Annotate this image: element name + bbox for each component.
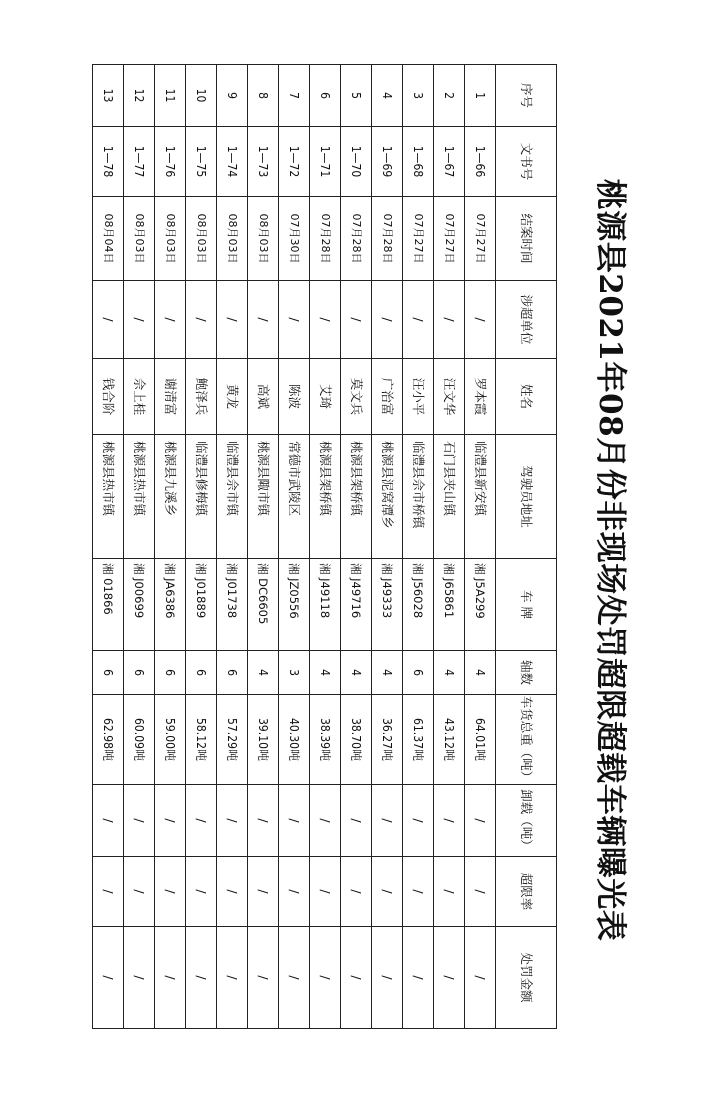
cell-unit: / (465, 281, 496, 359)
cell-plate: 湘 JA6386 (155, 559, 186, 651)
cell-address: 临澧县新安镇 (465, 435, 496, 559)
cell-rate: / (341, 857, 372, 927)
cell-no: 11 (155, 65, 186, 127)
cell-fine: / (465, 927, 496, 1029)
cell-address: 常德市武陵区 (279, 435, 310, 559)
table-header-row (496, 65, 557, 1029)
cell-axles: 6 (124, 651, 155, 695)
cell-date: 08月04日 (93, 197, 124, 281)
cell-doc: 1—71 (310, 127, 341, 197)
col-header-fine: 处罚金额 (496, 927, 557, 1029)
cell-unload: / (372, 785, 403, 857)
cell-date: 08月03日 (248, 197, 279, 281)
cell-name: 黄龙 (217, 359, 248, 435)
cell-address: 桃源县泥窝潭乡 (372, 435, 403, 559)
cell-no: 13 (93, 65, 124, 127)
cell-weight: 58.12吨 (186, 695, 217, 785)
cell-weight: 38.39吨 (310, 695, 341, 785)
table-row (465, 65, 496, 1029)
cell-name: 鲍泽兵 (186, 359, 217, 435)
cell-plate: 湘 J5A299 (465, 559, 496, 651)
cell-no: 2 (434, 65, 465, 127)
table-container (92, 64, 557, 1028)
cell-fine: / (434, 927, 465, 1029)
cell-fine: / (93, 927, 124, 1029)
cell-date: 08月03日 (155, 197, 186, 281)
cell-date: 07月28日 (310, 197, 341, 281)
cell-plate: 湘 01866 (93, 559, 124, 651)
cell-doc: 1—74 (217, 127, 248, 197)
col-header-weight: 车货总重（吨） (496, 695, 557, 785)
cell-date: 07月27日 (465, 197, 496, 281)
table-row (217, 65, 248, 1029)
cell-fine: / (279, 927, 310, 1029)
cell-weight: 60.09吨 (124, 695, 155, 785)
cell-axles: 6 (155, 651, 186, 695)
col-header-doc: 文书号 (496, 127, 557, 197)
cell-doc: 1—78 (93, 127, 124, 197)
cell-address: 临澧县佘市镇 (217, 435, 248, 559)
cell-fine: / (217, 927, 248, 1029)
cell-date: 07月30日 (279, 197, 310, 281)
cell-name: 高斌 (248, 359, 279, 435)
cell-unload: / (279, 785, 310, 857)
cell-doc: 1—66 (465, 127, 496, 197)
cell-date: 07月28日 (372, 197, 403, 281)
cell-unit: / (93, 281, 124, 359)
cell-axles: 4 (341, 651, 372, 695)
col-header-address: 驾驶员地址 (496, 435, 557, 559)
cell-no: 10 (186, 65, 217, 127)
cell-doc: 1—67 (434, 127, 465, 197)
cell-weight: 59.00吨 (155, 695, 186, 785)
col-header-name: 姓名 (496, 359, 557, 435)
cell-unload: / (403, 785, 434, 857)
col-header-date: 结案时间 (496, 197, 557, 281)
cell-doc: 1—69 (372, 127, 403, 197)
col-header-no: 序号 (496, 65, 557, 127)
cell-weight: 40.30吨 (279, 695, 310, 785)
cell-weight: 57.29吨 (217, 695, 248, 785)
cell-axles: 6 (186, 651, 217, 695)
cell-address: 桃源县热市镇 (93, 435, 124, 559)
cell-axles: 4 (434, 651, 465, 695)
cell-doc: 1—77 (124, 127, 155, 197)
cell-weight: 39.10吨 (248, 695, 279, 785)
table-row (248, 65, 279, 1029)
table-row (434, 65, 465, 1029)
cell-axles: 4 (372, 651, 403, 695)
cell-plate: 湘 JZ0556 (279, 559, 310, 651)
table-row (372, 65, 403, 1029)
cell-unload: / (465, 785, 496, 857)
cell-unload: / (248, 785, 279, 857)
cell-axles: 6 (217, 651, 248, 695)
cell-no: 6 (310, 65, 341, 127)
cell-rate: / (248, 857, 279, 927)
cell-axles: 4 (465, 651, 496, 695)
table-row (186, 65, 217, 1029)
cell-no: 3 (403, 65, 434, 127)
table-row (310, 65, 341, 1029)
cell-axles: 3 (279, 651, 310, 695)
cell-unit: / (155, 281, 186, 359)
col-header-unit: 涉超单位 (496, 281, 557, 359)
cell-unit: / (186, 281, 217, 359)
cell-name: 艾琦 (310, 359, 341, 435)
table-row (93, 65, 124, 1029)
cell-unit: / (372, 281, 403, 359)
cell-unload: / (310, 785, 341, 857)
cell-rate: / (403, 857, 434, 927)
cell-plate: 湘 J49333 (372, 559, 403, 651)
table-row (403, 65, 434, 1029)
cell-unload: / (434, 785, 465, 857)
cell-unload: / (155, 785, 186, 857)
cell-fine: / (248, 927, 279, 1029)
cell-plate: 湘 J49118 (310, 559, 341, 651)
cell-rate: / (434, 857, 465, 927)
table-body (93, 65, 496, 1029)
cell-plate: 湘 J56028 (403, 559, 434, 651)
cell-unit: / (310, 281, 341, 359)
cell-weight: 62.98吨 (93, 695, 124, 785)
cell-name: 罗本霞 (465, 359, 496, 435)
cell-plate: 湘 J65861 (434, 559, 465, 651)
cell-plate: 湘 J49716 (341, 559, 372, 651)
cell-weight: 43.12吨 (434, 695, 465, 785)
cell-no: 9 (217, 65, 248, 127)
cell-fine: / (310, 927, 341, 1029)
cell-name: 广治富 (372, 359, 403, 435)
cell-plate: 湘 J01889 (186, 559, 217, 651)
cell-unit: / (279, 281, 310, 359)
cell-doc: 1—73 (248, 127, 279, 197)
table-row (155, 65, 186, 1029)
cell-unit: / (341, 281, 372, 359)
cell-name: 佘上桂 (124, 359, 155, 435)
cell-no: 8 (248, 65, 279, 127)
cell-rate: / (465, 857, 496, 927)
col-header-axles: 轴数 (496, 651, 557, 695)
cell-weight: 61.37吨 (403, 695, 434, 785)
cell-name: 汪小平 (403, 359, 434, 435)
cell-address: 桃源县架桥镇 (310, 435, 341, 559)
cell-unit: / (248, 281, 279, 359)
cell-plate: 湘 J00699 (124, 559, 155, 651)
cell-doc: 1—72 (279, 127, 310, 197)
cell-rate: / (186, 857, 217, 927)
cell-date: 08月03日 (217, 197, 248, 281)
cell-no: 5 (341, 65, 372, 127)
cell-rate: / (93, 857, 124, 927)
cell-name: 钱合阶 (93, 359, 124, 435)
cell-address: 桃源县陬市镇 (248, 435, 279, 559)
cell-rate: / (217, 857, 248, 927)
table-row (341, 65, 372, 1029)
cell-name: 汪文华 (434, 359, 465, 435)
cell-weight: 64.01吨 (465, 695, 496, 785)
cell-date: 07月28日 (341, 197, 372, 281)
cell-unload: / (124, 785, 155, 857)
cell-unload: / (186, 785, 217, 857)
cell-plate: 湘 DC6605 (248, 559, 279, 651)
col-header-unload: 卸载（吨） (496, 785, 557, 857)
col-header-rate: 超限率 (496, 857, 557, 927)
cell-doc: 1—75 (186, 127, 217, 197)
cell-doc: 1—70 (341, 127, 372, 197)
col-header-plate: 车 牌 (496, 559, 557, 651)
cell-no: 7 (279, 65, 310, 127)
cell-date: 08月03日 (186, 197, 217, 281)
document-title: 桃源县2021年08月份非现场处罚超限超载车辆曝光表 (592, 178, 628, 942)
cell-address: 临澧县佘市桥镇 (403, 435, 434, 559)
cell-rate: / (279, 857, 310, 927)
cell-rate: / (310, 857, 341, 927)
cell-unit: / (403, 281, 434, 359)
cell-axles: 6 (403, 651, 434, 695)
cell-weight: 36.27吨 (372, 695, 403, 785)
cell-rate: / (124, 857, 155, 927)
cell-weight: 38.70吨 (341, 695, 372, 785)
cell-date: 08月03日 (124, 197, 155, 281)
cell-plate: 湘 J01738 (217, 559, 248, 651)
cell-rate: / (155, 857, 186, 927)
cell-no: 4 (372, 65, 403, 127)
cell-fine: / (124, 927, 155, 1029)
table-row (124, 65, 155, 1029)
cell-unit: / (217, 281, 248, 359)
cell-fine: / (403, 927, 434, 1029)
cell-unload: / (217, 785, 248, 857)
cell-unload: / (93, 785, 124, 857)
cell-address: 石门县夹山镇 (434, 435, 465, 559)
cell-name: 陈波 (279, 359, 310, 435)
cell-unit: / (434, 281, 465, 359)
cell-no: 12 (124, 65, 155, 127)
cell-fine: / (186, 927, 217, 1029)
cell-name: 莫文兵 (341, 359, 372, 435)
cell-doc: 1—68 (403, 127, 434, 197)
cell-fine: / (341, 927, 372, 1029)
cell-axles: 4 (310, 651, 341, 695)
cell-fine: / (372, 927, 403, 1029)
cell-date: 07月27日 (403, 197, 434, 281)
table-row (279, 65, 310, 1029)
cell-unit: / (124, 281, 155, 359)
cell-no: 1 (465, 65, 496, 127)
cell-address: 临澧县修梅镇 (186, 435, 217, 559)
cell-address: 桃源县架桥镇 (341, 435, 372, 559)
cell-address: 桃源县热市镇 (124, 435, 155, 559)
cell-rate: / (372, 857, 403, 927)
cell-date: 07月27日 (434, 197, 465, 281)
cell-doc: 1—76 (155, 127, 186, 197)
violation-table (92, 64, 557, 1029)
cell-fine: / (155, 927, 186, 1029)
cell-address: 桃源县九溪乡 (155, 435, 186, 559)
cell-axles: 4 (248, 651, 279, 695)
cell-axles: 6 (93, 651, 124, 695)
cell-unload: / (341, 785, 372, 857)
cell-name: 谢清富 (155, 359, 186, 435)
